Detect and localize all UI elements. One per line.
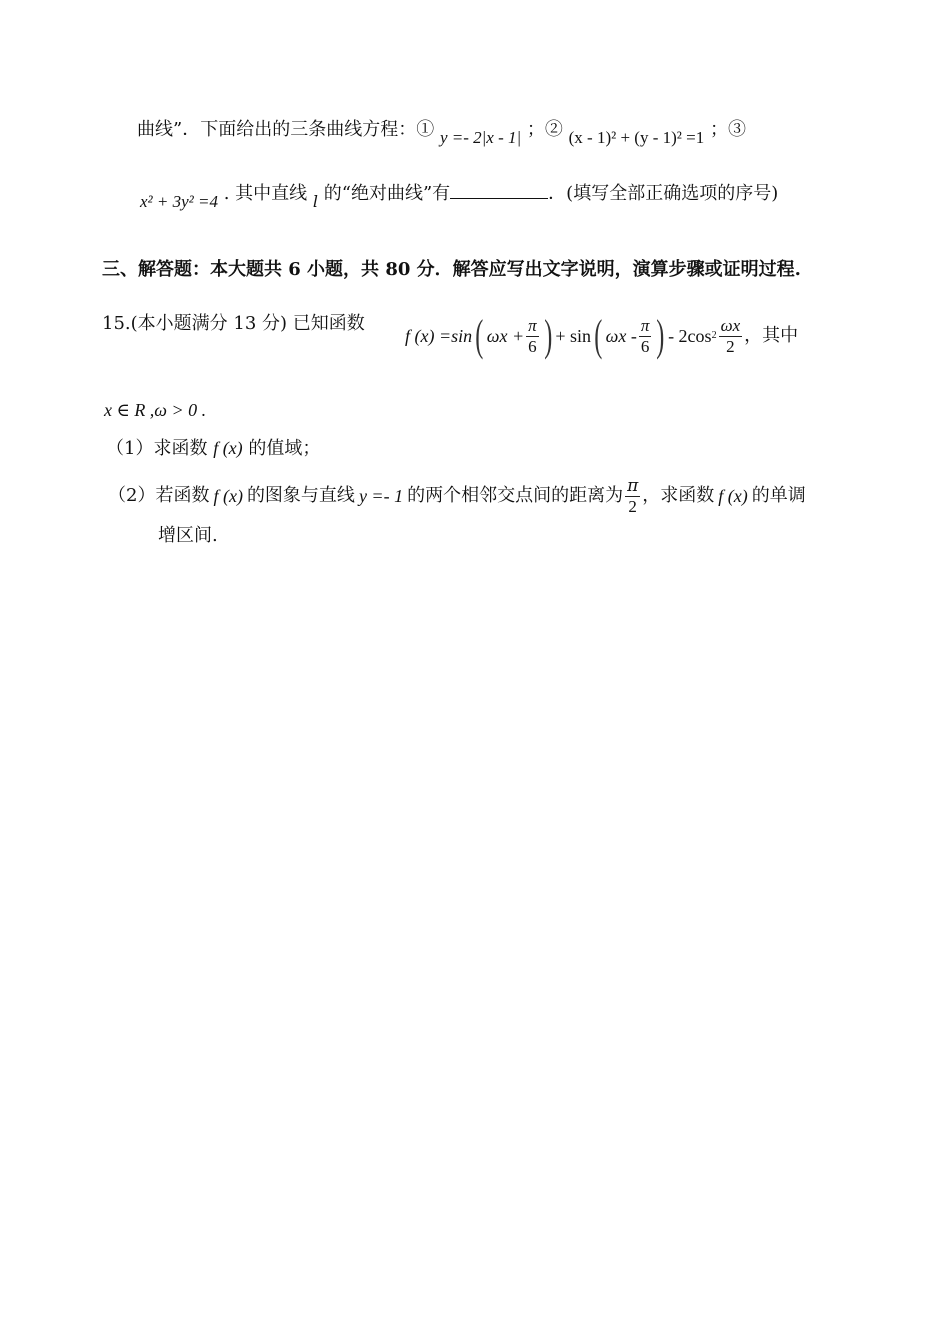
prev-question-line-2 xyxy=(140,180,779,211)
prev-question-text-2c: ．(填写全部正确选项的序号) xyxy=(548,183,779,204)
fraction-numerator: π xyxy=(627,475,639,496)
question-15-line-1 xyxy=(102,312,365,336)
separator-2: ；② xyxy=(526,119,563,140)
right-paren-2: ) xyxy=(656,311,665,360)
fraction-denominator: 2 xyxy=(726,336,735,356)
line-variable-l: l xyxy=(312,192,319,211)
prev-question-line-1 xyxy=(137,118,746,147)
right-paren-1: ) xyxy=(543,311,553,360)
part-2-text-c: 的两个相邻交点间的距离为 xyxy=(407,485,624,506)
fraction-denominator: 2 xyxy=(628,496,637,516)
left-paren-1: ( xyxy=(475,311,484,360)
part-2-prefix: （2）若函数 xyxy=(108,485,210,506)
fraction-numerator: π xyxy=(640,315,650,335)
fraction-numerator: ωx xyxy=(720,315,741,335)
left-paren-2: ( xyxy=(594,311,603,360)
fraction-denominator: 6 xyxy=(640,336,650,356)
function-definition xyxy=(405,308,798,364)
question-15-tail: ，其中 xyxy=(744,325,799,346)
fx-ref: f (x) xyxy=(718,486,748,506)
part-2-text-b: 的图象与直线 xyxy=(246,485,355,506)
curve-equation-3: x² + 3y² =4 xyxy=(140,192,218,211)
minus-2cos: - 2cos xyxy=(668,326,712,346)
plus-sin: + sin xyxy=(555,326,592,346)
part-2-text-e: 的单调 xyxy=(751,485,806,506)
func-arg-2: ωx - xyxy=(605,326,637,346)
part-2-continuation: 增区间. xyxy=(158,525,218,546)
section-heading: 三、解答题：本大题共 6 小题，共 80 分．解答应写出文字说明，演算步骤或证明过程. xyxy=(102,259,801,280)
curve-equation-1: y =- 2|x - 1| xyxy=(439,128,522,147)
prev-question-text: 曲线”．下面给出的三条曲线方程：① xyxy=(137,119,435,140)
fx-ref: f (x) xyxy=(213,438,243,458)
prev-question-text-2a: . 其中直线 xyxy=(223,183,308,204)
cos-exponent: 2 xyxy=(711,330,717,341)
line-equation: y =- 1 xyxy=(358,486,404,506)
fraction-denominator: 6 xyxy=(528,336,537,356)
separator-3: ；③ xyxy=(709,119,746,140)
part-1 xyxy=(106,436,320,461)
fraction-omega-x-over-2 xyxy=(719,316,743,357)
func-arg-1: ωx + xyxy=(486,326,525,346)
question-15-label: 15.(本小题满分 13 分) 已知函数 xyxy=(102,313,365,334)
fraction-pi-over-6-b xyxy=(639,316,652,357)
part-2-text-d: ，求函数 xyxy=(642,485,715,506)
prev-question-text-2b: 的“绝对曲线”有 xyxy=(323,183,451,204)
func-lhs: f (x) =sin xyxy=(405,326,473,346)
curve-equation-2: (x - 1)² + (y - 1)² =1 xyxy=(568,128,705,147)
fraction-pi-over-2 xyxy=(625,476,640,517)
part-2 xyxy=(108,472,806,520)
fraction-pi-over-6-a xyxy=(526,316,539,357)
fx-ref: f (x) xyxy=(213,486,243,506)
answer-blank[interactable] xyxy=(450,180,548,199)
fraction-numerator: π xyxy=(528,315,537,335)
part-1-prefix: （1）求函数 xyxy=(106,438,208,459)
domain-condition: x ∈ R ,ω > 0 . xyxy=(104,400,207,420)
part-1-suffix: 的值域； xyxy=(248,438,321,459)
